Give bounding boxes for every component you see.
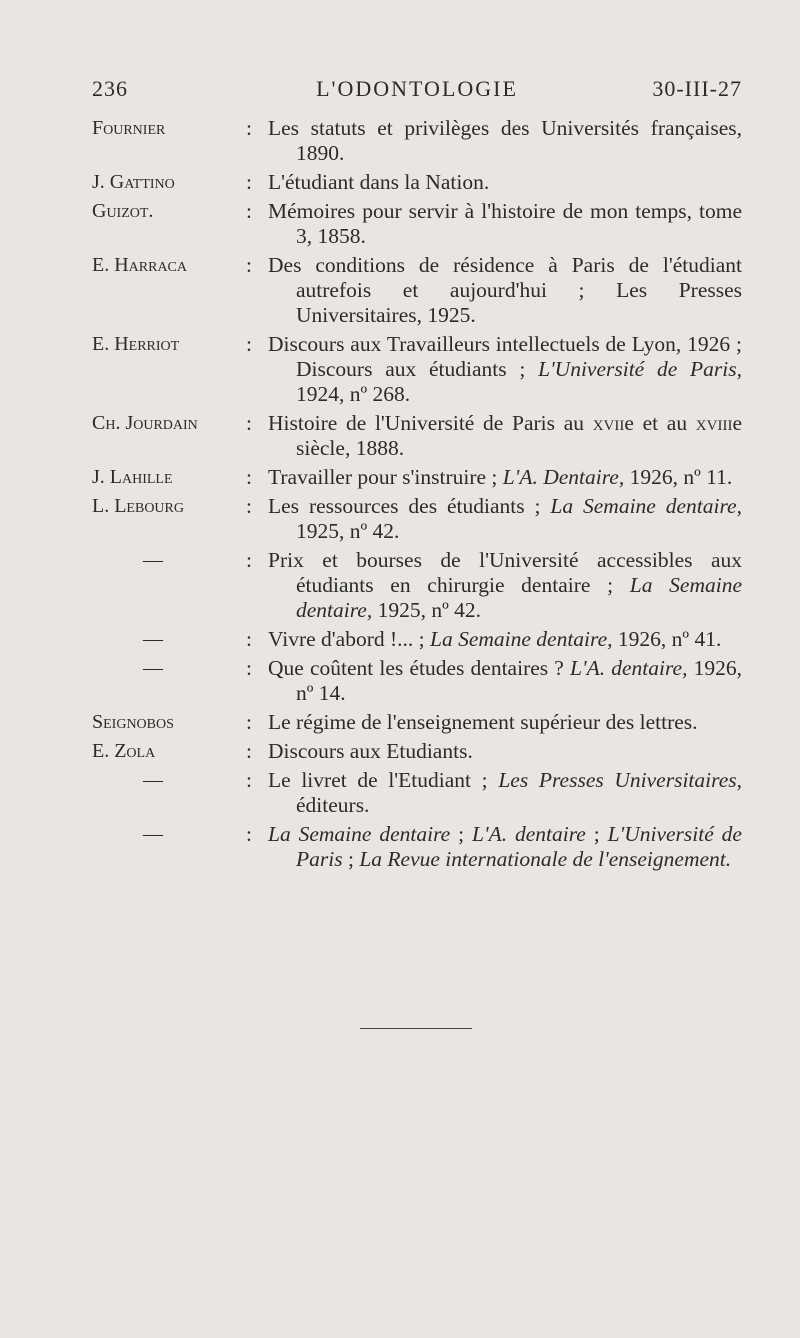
bibliography-entry [92, 656, 742, 706]
reference-segment: ; [450, 822, 473, 846]
reference-segment: Les Presses Universitaires, [498, 768, 742, 792]
entry-author: L. Lebourg [92, 495, 184, 517]
entry-reference [268, 253, 742, 328]
reference-segment: 1924, nº 268. [296, 382, 411, 406]
entry-reference [268, 739, 742, 764]
reference-segment: Prix et bourses de l'Université accessibles aux étudiants en chirurgie dentaire ; [268, 548, 742, 597]
entry-reference [268, 116, 742, 166]
reference-segment: La Semaine dentaire, [430, 627, 613, 651]
entry-colon: : [246, 199, 252, 223]
reference-segment: Le livret de l'Etudiant ; [268, 768, 499, 792]
bibliography-list [92, 116, 742, 876]
entry-author: E. Herriot [92, 333, 180, 355]
bibliography-entry [92, 768, 742, 818]
bibliography-entry [92, 199, 742, 249]
reference-segment: xvii [592, 411, 625, 435]
entry-author: E. Zola [92, 740, 156, 762]
entry-reference [268, 332, 742, 407]
reference-segment: ; [585, 822, 608, 846]
entry-reference [268, 170, 742, 195]
reference-segment: Discours aux Etudiants. [268, 739, 473, 763]
bibliography-entry [92, 332, 742, 407]
entry-reference [268, 494, 742, 544]
entry-author: J. Lahille [92, 466, 173, 488]
bibliography-entry [92, 253, 742, 328]
entry-colon: : [246, 822, 252, 846]
entry-colon: : [246, 548, 252, 572]
entry-reference [268, 768, 742, 818]
entry-colon: : [246, 411, 252, 435]
reference-segment: Histoire de l'Université de Paris au [268, 411, 593, 435]
journal-title: L'ODONTOLOGIE [316, 76, 518, 101]
reference-segment: La Revue internationale de l'enseignement. [359, 847, 732, 871]
entry-reference [268, 199, 742, 249]
entry-colon: : [246, 739, 252, 763]
entry-colon: : [246, 465, 252, 489]
reference-segment: L'Université de Paris, [538, 357, 742, 381]
entry-author: — [143, 628, 163, 650]
entry-colon: : [246, 710, 252, 734]
reference-segment: Discours aux Travailleurs intellectuels de Lyon, 1926 ; Discours aux étudiants ; [268, 332, 742, 381]
bibliography-entry [92, 411, 742, 461]
entry-author: — [143, 823, 163, 845]
page-number: 236 [92, 76, 128, 101]
bibliography-entry [92, 548, 742, 623]
entry-author: — [143, 769, 163, 791]
reference-segment: Vivre d'abord !... ; [268, 627, 430, 651]
reference-segment: 1926, nº 14. [296, 656, 743, 705]
bibliography-entry [92, 627, 742, 652]
entry-reference [268, 822, 742, 872]
entry-author: — [143, 657, 163, 679]
reference-segment: L'Université de Paris [296, 822, 742, 871]
bibliography-entry [92, 822, 742, 872]
bibliography-entry [92, 710, 742, 735]
entry-colon: : [246, 627, 252, 651]
entry-reference [268, 411, 742, 461]
entry-reference [268, 548, 742, 623]
entry-author: Guizot. [92, 200, 154, 222]
entry-author: — [143, 549, 163, 571]
entry-author: Ch. Jourdain [92, 412, 198, 434]
reference-segment: L'A. dentaire [472, 822, 586, 846]
reference-segment: Les statuts et privilèges des Universités françaises, 1890. [268, 116, 742, 165]
reference-segment: Mémoires pour servir à l'histoire de mon temps, tome 3, 1858. [268, 199, 742, 248]
entry-colon: : [246, 768, 252, 792]
reference-segment: Le régime de l'enseignement supérieur des lettres. [268, 710, 698, 734]
reference-segment: La Semaine dentaire [268, 822, 451, 846]
bibliography-entry [92, 465, 742, 490]
entry-colon: : [246, 170, 252, 194]
entry-reference [268, 627, 742, 652]
entry-colon: : [246, 332, 252, 356]
issue-date: 30-III-27 [652, 76, 742, 101]
reference-segment: Les ressources des étudiants ; [268, 494, 551, 518]
reference-segment: Des conditions de résidence à Paris de l'étudiant autrefois et aujourd'hui ; Les Presses Universitaires, 1925. [268, 253, 742, 327]
bibliography-entry [92, 739, 742, 764]
reference-segment: e et au [624, 411, 696, 435]
running-header [92, 76, 742, 106]
entry-colon: : [246, 656, 252, 680]
reference-segment: ; [342, 847, 360, 871]
reference-segment: 1925, nº 42. [372, 598, 482, 622]
reference-segment: Que coûtent les études dentaires ? [268, 656, 571, 680]
reference-segment: La Semaine dentaire, [550, 494, 742, 518]
entry-colon: : [246, 253, 252, 277]
entry-author: J. Gattino [92, 171, 175, 193]
reference-segment: La Semaine dentaire, [296, 573, 742, 622]
reference-segment: L'étudiant dans la Nation. [268, 170, 490, 194]
reference-segment: xviii [695, 411, 733, 435]
entry-colon: : [246, 116, 252, 140]
reference-segment: éditeurs. [296, 793, 370, 817]
entry-reference [268, 465, 742, 490]
reference-segment: L'A. dentaire, [570, 656, 688, 680]
reference-segment: 1926, nº 11. [624, 465, 733, 489]
entry-author: E. Harraca [92, 254, 188, 276]
reference-segment: L'A. Dentaire, [502, 465, 625, 489]
end-rule [360, 1028, 472, 1029]
bibliography-entry [92, 494, 742, 544]
bibliography-entry [92, 170, 742, 195]
entry-reference [268, 656, 742, 706]
reference-segment: 1925, nº 42. [296, 519, 400, 543]
reference-segment: Travailler pour s'instruire ; [268, 465, 503, 489]
reference-segment: 1926, nº 41. [612, 627, 722, 651]
entry-reference [268, 710, 742, 735]
entry-colon: : [246, 494, 252, 518]
bibliography-entry [92, 116, 742, 166]
reference-segment: e siècle, 1888. [296, 411, 742, 460]
entry-author: Seignobos [92, 711, 174, 733]
entry-author: Fournier [92, 117, 166, 139]
